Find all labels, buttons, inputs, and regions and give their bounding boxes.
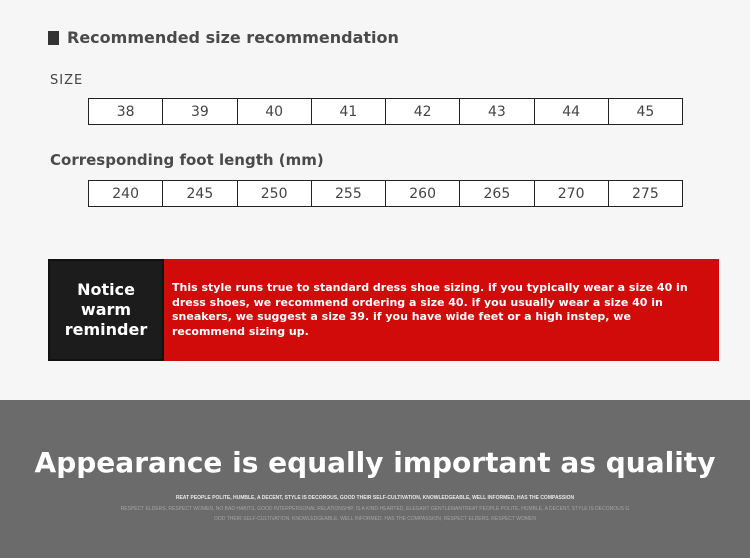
foot-length-cell: 260 bbox=[386, 181, 460, 206]
foot-length-cell: 250 bbox=[238, 181, 312, 206]
notice-body bbox=[164, 259, 719, 361]
foot-length-table bbox=[88, 180, 683, 207]
banner-title: Appearance is equally important as quality bbox=[34, 446, 716, 479]
banner-subtext: REAT PEOPLE POLITE, HUMBLE, A DECENT, STYLE IS DECOROUS, GOOD THEIR SELF-CULTIVATION, KNOWLEDGEABLE, WELL INFORMED, HAS THE COMPASSION bbox=[175, 495, 575, 501]
banner-subtext: OOD THEIR SELF-CULTIVATION, KNOWLEDGEABLE, WELL INFORMED, HAS THE COMPASSION, RESPECT ELDERS, RESPECT WOMEN bbox=[214, 516, 536, 522]
size-cell: 41 bbox=[312, 99, 386, 124]
size-cell: 44 bbox=[535, 99, 609, 124]
notice-label-line: warm bbox=[80, 300, 132, 319]
foot-length-cell: 270 bbox=[535, 181, 609, 206]
size-cell: 40 bbox=[238, 99, 312, 124]
foot-length-cell: 240 bbox=[89, 181, 163, 206]
size-cell: 38 bbox=[89, 99, 163, 124]
foot-length-cell: 245 bbox=[163, 181, 237, 206]
bottom-banner bbox=[0, 400, 750, 558]
notice-label-line: reminder bbox=[64, 320, 148, 339]
foot-length-cell: 275 bbox=[632, 185, 659, 202]
foot-length-cell: 255 bbox=[312, 181, 386, 206]
foot-length-label: Corresponding foot length (mm) bbox=[50, 151, 324, 169]
section-title bbox=[48, 28, 399, 47]
title-square-icon bbox=[48, 31, 59, 45]
size-label: SIZE bbox=[50, 73, 84, 88]
foot-length-cell: 265 bbox=[460, 181, 534, 206]
size-cell: 39 bbox=[163, 99, 237, 124]
size-table bbox=[88, 98, 683, 125]
notice-label bbox=[48, 259, 164, 361]
size-cell: 43 bbox=[460, 99, 534, 124]
size-cell: 45 bbox=[636, 103, 655, 120]
section-title-text: Recommended size recommendation bbox=[67, 28, 399, 47]
size-cell: 42 bbox=[386, 99, 460, 124]
notice-text: This style runs true to standard dress shoe sizing. if you typically wear a size 40 in dress shoes, we recommend ordering a size 40. if you usually wear a size 40 in sneakers, we suggest a size 39. if you have wide feet or a high instep, we recommend sizing up. bbox=[172, 281, 688, 338]
notice-box bbox=[48, 259, 719, 361]
banner-subtext: RESPECT ELDERS, RESPECT WOMEN, NO BAD HABITS, GOOD INTERPERSONAL RELATIONSHIP, IS A KIND-HEARTED, ELEGANT GENTLEMANTREAT PEOPLE POLITE, HUMBLE, A DECENT, STYLE IS DECOROUS G bbox=[120, 506, 630, 512]
notice-label-line: Notice bbox=[77, 280, 135, 299]
